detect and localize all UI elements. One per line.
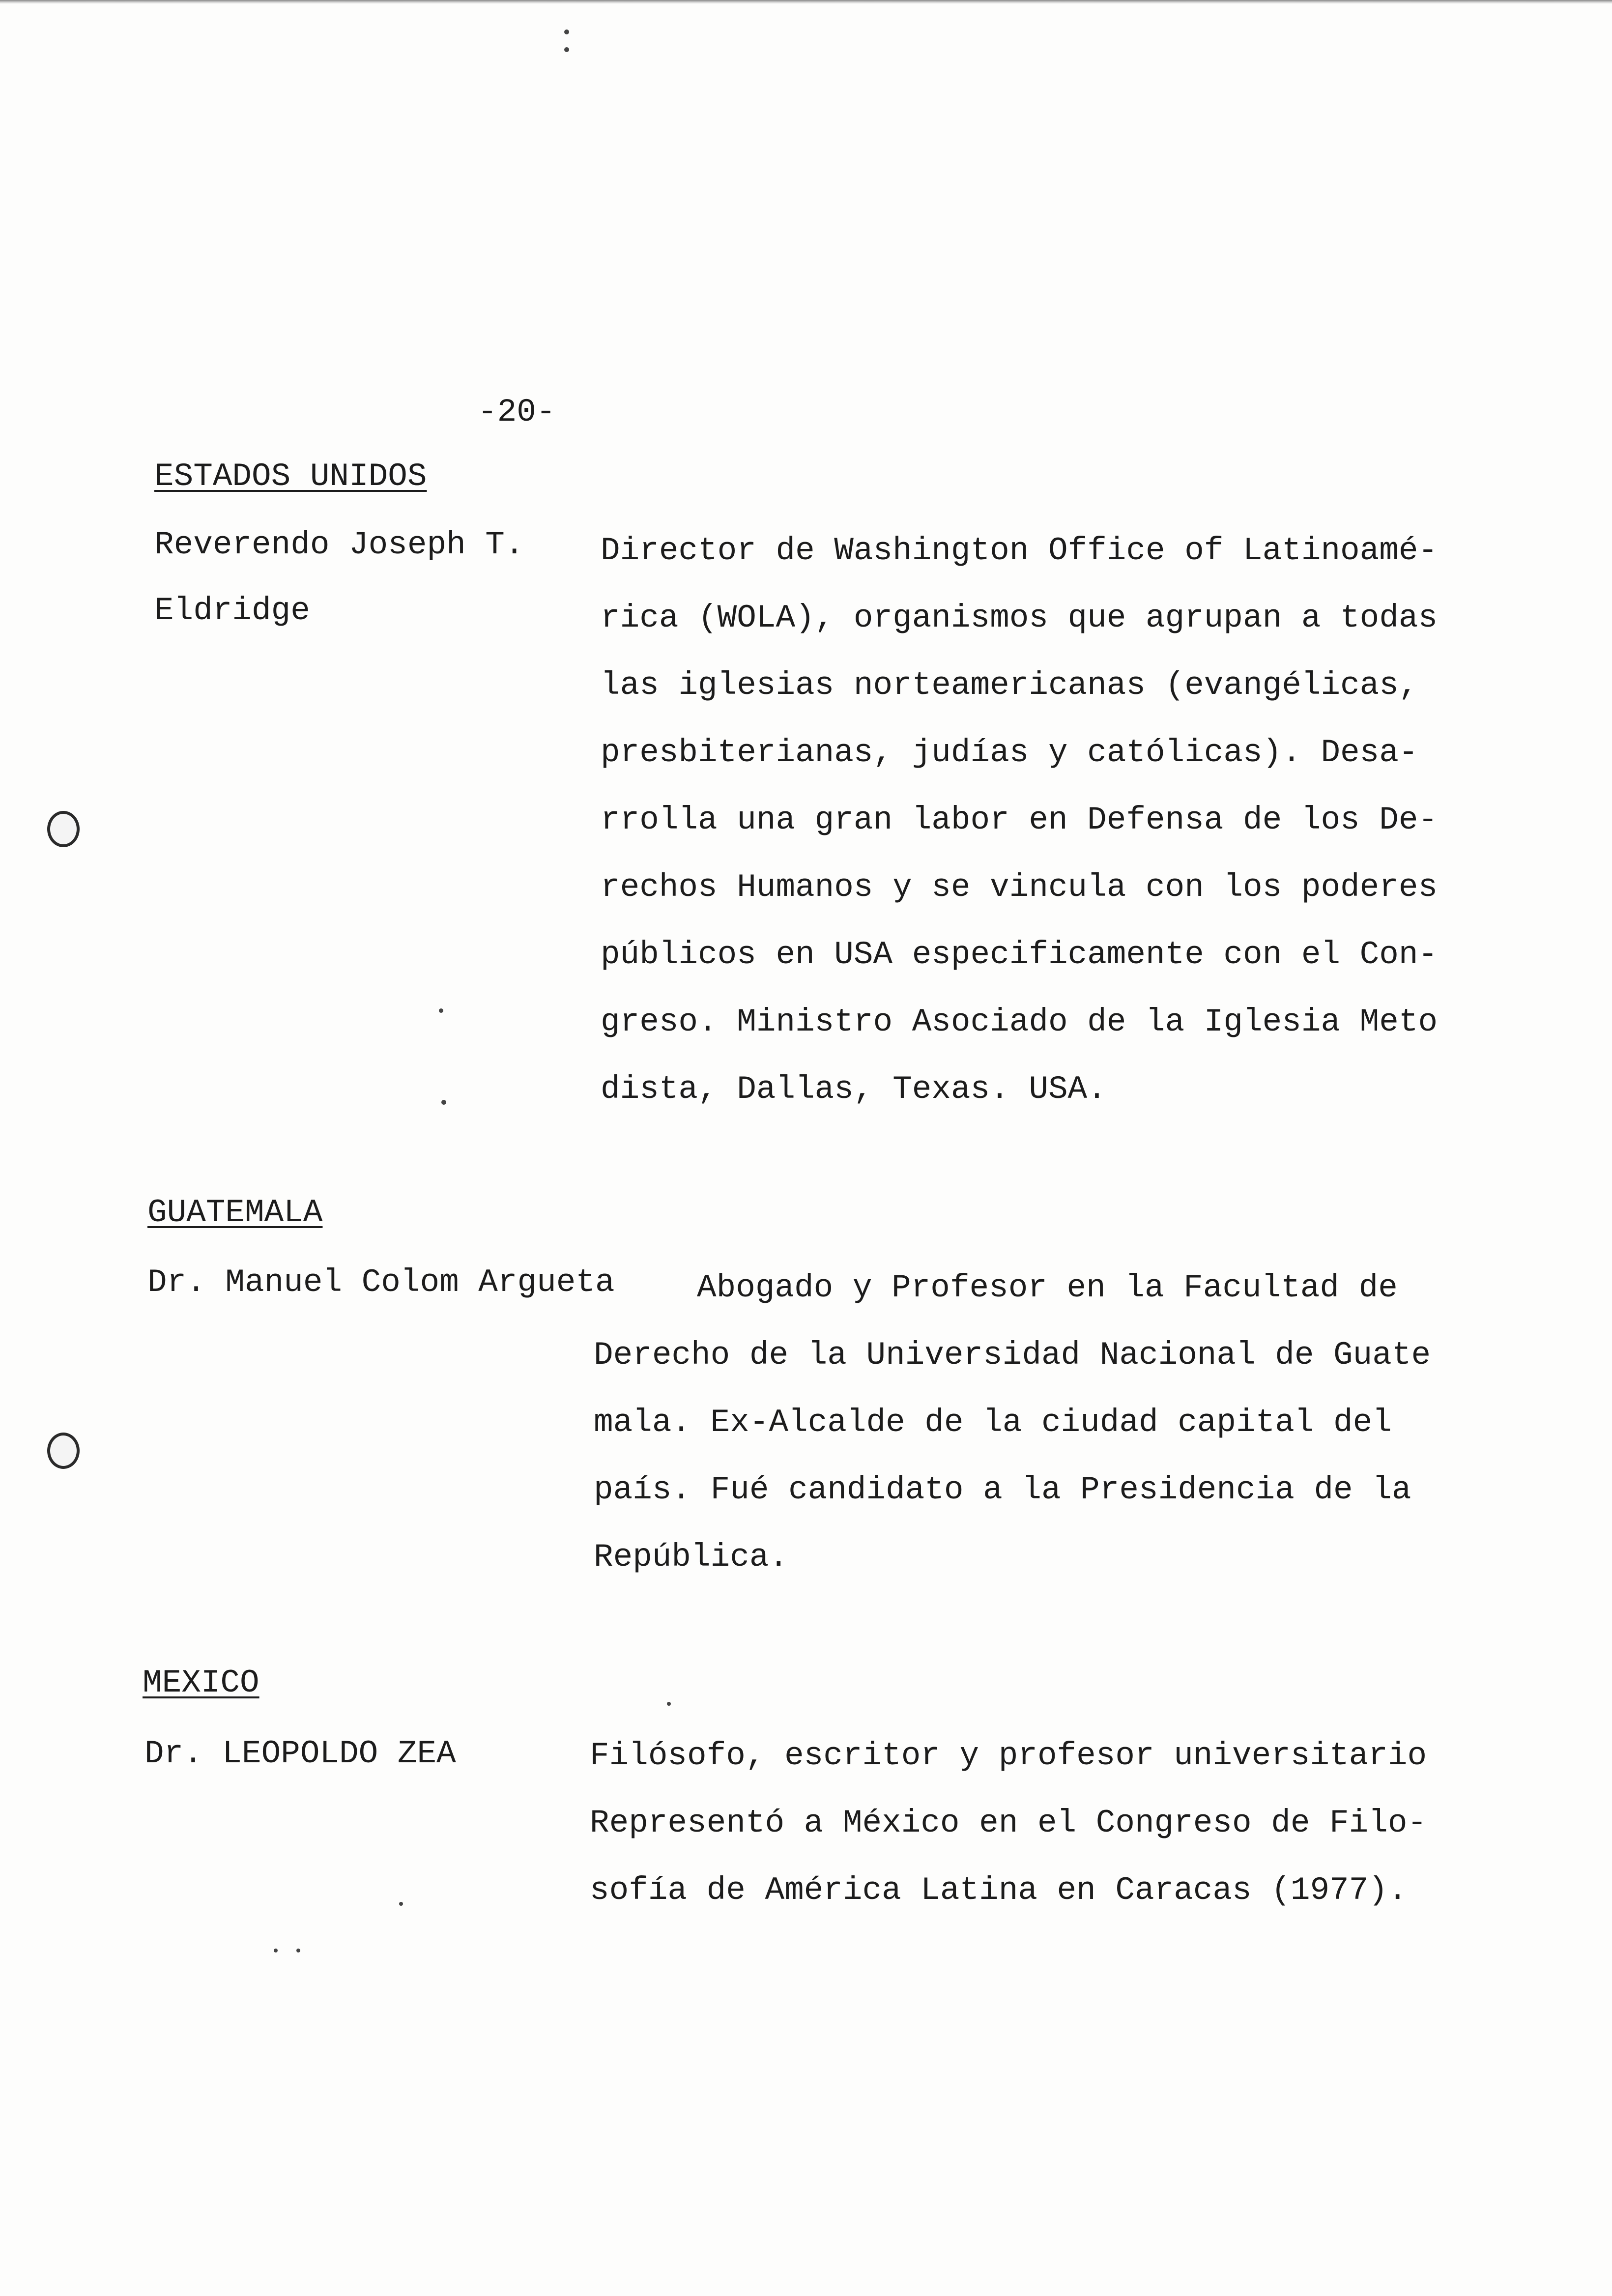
description-line: mala. Ex-Alcalde de la ciudad capital del bbox=[594, 1404, 1392, 1441]
description-line: Derecho de la Universidad Nacional de Guate bbox=[594, 1337, 1431, 1374]
description-line: presbiterianas, judías y católicas). Desa- bbox=[601, 734, 1418, 771]
scan-speck bbox=[439, 1008, 443, 1013]
punch-hole-lower bbox=[47, 1433, 80, 1469]
description-line: Abogado y Profesor en la Facultad de bbox=[697, 1269, 1398, 1306]
description-line: República. bbox=[594, 1539, 789, 1576]
description-line: Director de Washington Office of Latinoamé- bbox=[601, 532, 1438, 569]
scan-speck bbox=[441, 1100, 446, 1105]
description-line: rrolla una gran labor en Defensa de los De- bbox=[601, 802, 1438, 838]
description-line: dista, Dallas, Texas. USA. bbox=[601, 1071, 1107, 1108]
scan-speck bbox=[667, 1702, 671, 1706]
country-heading-estados-unidos: ESTADOS UNIDOS bbox=[154, 458, 427, 495]
scan-speck bbox=[564, 29, 569, 34]
scan-speck bbox=[399, 1902, 403, 1906]
description-line: país. Fué candidato a la Presidencia de la bbox=[594, 1471, 1411, 1508]
scan-speck bbox=[296, 1949, 300, 1952]
description-line: rica (WOLA), organismos que agrupan a todas bbox=[601, 600, 1438, 636]
person-name-line: Eldridge bbox=[154, 592, 310, 629]
country-heading-mexico: MEXICO bbox=[143, 1665, 259, 1701]
country-heading-guatemala: GUATEMALA bbox=[147, 1194, 323, 1231]
punch-hole-upper bbox=[47, 811, 80, 847]
person-name-line: Dr. LEOPOLDO ZEA bbox=[144, 1735, 456, 1772]
person-name-line: Dr. Manuel Colom Argueta bbox=[147, 1264, 615, 1301]
description-line: Representó a México en el Congreso de Filo- bbox=[590, 1805, 1427, 1841]
description-line: públicos en USA especificamente con el Con- bbox=[601, 936, 1438, 973]
person-name-line: Reverendo Joseph T. bbox=[154, 526, 524, 563]
description-line: las iglesias norteamericanas (evangélicas, bbox=[601, 667, 1418, 704]
description-line: Filósofo, escritor y profesor universitario bbox=[590, 1737, 1427, 1774]
scan-top-edge bbox=[0, 0, 1612, 4]
page-number: -20- bbox=[478, 394, 556, 430]
description-line: greso. Ministro Asociado de la Iglesia Meto bbox=[601, 1004, 1438, 1040]
scan-speck bbox=[564, 47, 569, 52]
description-line: sofía de América Latina en Caracas (1977). bbox=[590, 1872, 1408, 1909]
scan-speck bbox=[274, 1949, 278, 1952]
description-line: rechos Humanos y se vincula con los poderes bbox=[601, 869, 1438, 906]
